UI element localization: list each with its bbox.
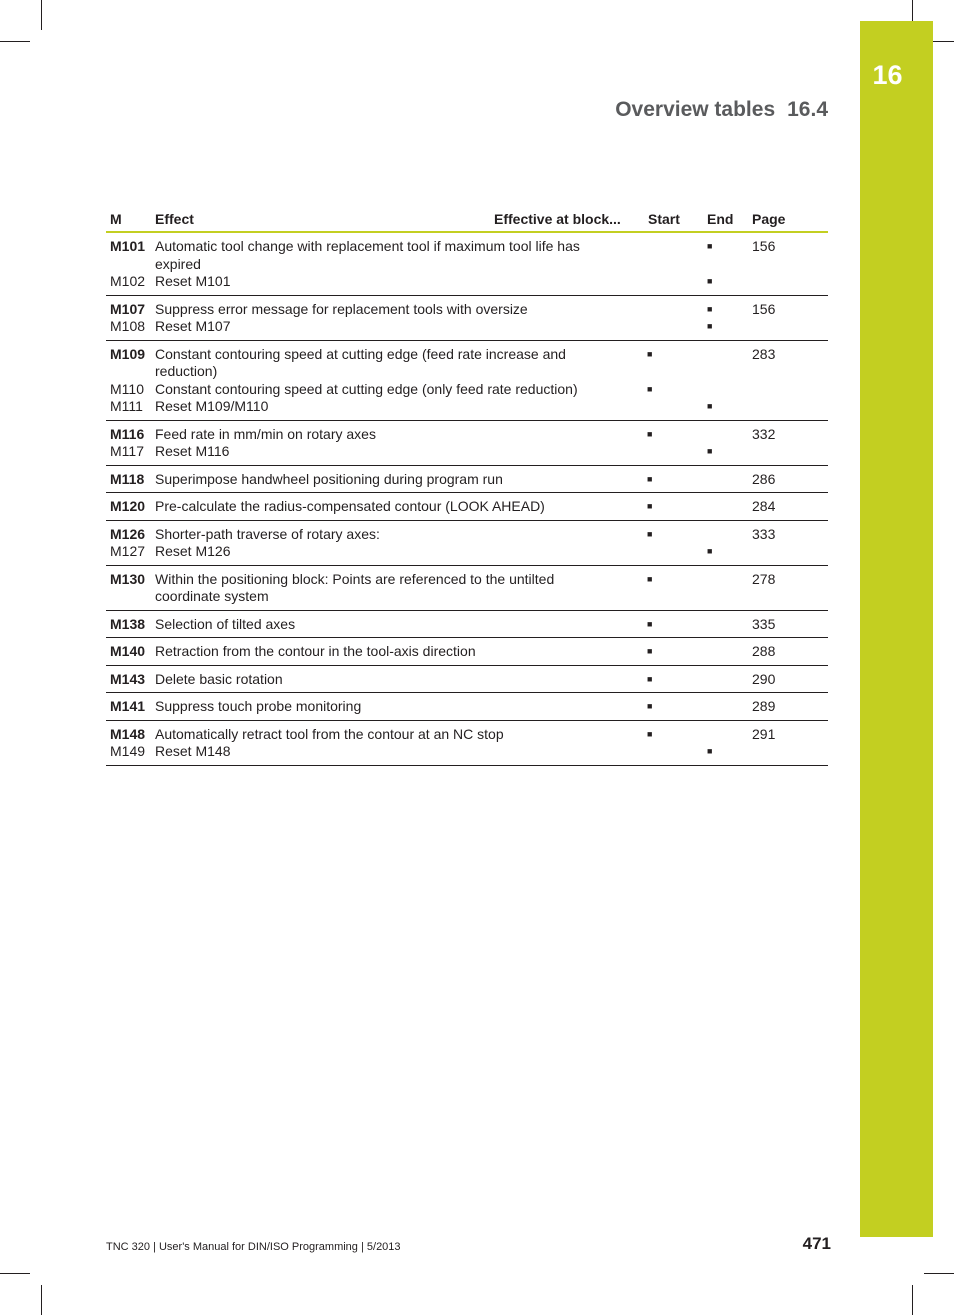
page-ref: 335 <box>752 615 776 632</box>
m-code: M126 <box>110 525 146 542</box>
m-function-line <box>106 398 828 416</box>
col-m: M <box>110 211 122 227</box>
effect-text: Reset M107 <box>155 318 231 334</box>
m-function-line <box>106 543 828 561</box>
page-ref: 278 <box>752 570 776 587</box>
page-ref: 283 <box>752 345 776 362</box>
start-marker: ■ <box>647 728 653 739</box>
effect-text: Reset M148 <box>155 743 231 759</box>
start-marker: ■ <box>647 573 653 584</box>
crop-mark <box>0 1273 30 1274</box>
m-function-line <box>106 238 828 273</box>
effect-text: Reset M126 <box>155 543 231 559</box>
effect-text: Delete basic rotation <box>155 670 283 687</box>
table-header <box>106 207 828 233</box>
table-row <box>106 666 828 694</box>
m-code: M108 <box>110 318 146 334</box>
page-ref: 156 <box>752 300 776 317</box>
m-code: M130 <box>110 570 146 587</box>
m-function-line <box>106 471 828 489</box>
chapter-number: 16 <box>872 60 903 90</box>
m-code: M148 <box>110 725 146 742</box>
m-function-line <box>106 346 828 381</box>
effect-text: Reset M101 <box>155 273 231 289</box>
m-function-line <box>106 726 828 744</box>
page-ref: 333 <box>752 525 776 542</box>
page-ref: 286 <box>752 470 776 487</box>
start-marker: ■ <box>647 428 653 439</box>
effect-text: Automatic tool change with replacement tool if maximum tool life has expired <box>155 238 580 272</box>
end-marker: ■ <box>707 303 713 314</box>
m-function-line <box>106 498 828 516</box>
m-function-line <box>106 426 828 444</box>
m-code: M107 <box>110 300 146 317</box>
effect-text: Reset M109/M110 <box>155 398 269 414</box>
table-row <box>106 521 828 566</box>
m-code: M109 <box>110 345 146 362</box>
start-marker: ■ <box>647 501 653 511</box>
effect-text: Selection of tilted axes <box>155 615 296 632</box>
start-marker: ■ <box>647 383 653 394</box>
effect-text: Within the positioning block: Points are referenced to the untilted coordinate system <box>155 570 555 604</box>
start-marker: ■ <box>647 528 653 539</box>
page-number: 471 <box>802 1234 831 1253</box>
effect-text: Superimpose handwheel positioning during program run <box>155 470 503 487</box>
table-body <box>106 233 828 766</box>
m-function-line <box>106 698 828 716</box>
end-marker: ■ <box>707 241 713 251</box>
start-marker: ■ <box>647 646 653 656</box>
col-end: End <box>707 211 734 227</box>
crop-mark <box>41 0 42 30</box>
effect-text: Feed rate in mm/min on rotary axes <box>155 425 376 442</box>
end-marker: ■ <box>707 401 713 411</box>
col-effective: Effective at block... <box>494 211 621 227</box>
m-function-line <box>106 743 828 761</box>
m-code: M127 <box>110 543 146 559</box>
end-marker: ■ <box>707 746 713 756</box>
page-ref: 284 <box>752 498 776 514</box>
m-code: M116 <box>110 425 145 442</box>
m-function-line <box>106 301 828 319</box>
start-marker: ■ <box>647 473 653 484</box>
table-row <box>106 421 828 466</box>
page-ref: 332 <box>752 425 776 442</box>
m-function-line <box>106 643 828 661</box>
crop-mark <box>924 1273 954 1274</box>
effect-text: Constant contouring speed at cutting edge (only feed rate reduction) <box>155 380 578 397</box>
m-code: M111 <box>110 398 143 414</box>
m-code: M101 <box>110 238 146 254</box>
m-code: M138 <box>110 615 146 632</box>
m-function-line <box>106 671 828 689</box>
start-marker: ■ <box>647 618 653 629</box>
start-marker: ■ <box>647 701 653 711</box>
crop-mark <box>912 0 913 22</box>
m-function-line <box>106 381 828 399</box>
section-title-text: Overview tables <box>615 98 776 121</box>
crop-mark <box>41 1285 42 1315</box>
table-row <box>106 493 828 521</box>
m-function-line <box>106 526 828 544</box>
start-marker: ■ <box>647 673 653 684</box>
table-row <box>106 611 828 639</box>
effect-text: Suppress error message for replacement tools with oversize <box>155 300 528 317</box>
m-code: M110 <box>110 380 144 397</box>
m-code: M102 <box>110 273 146 289</box>
m-function-line <box>106 318 828 336</box>
page-ref: 289 <box>752 698 776 714</box>
m-code: M117 <box>110 443 144 459</box>
m-function-table <box>106 207 828 766</box>
page-ref: 291 <box>752 725 776 742</box>
effect-text: Automatically retract tool from the contour at an NC stop <box>155 725 504 742</box>
table-row <box>106 296 828 341</box>
col-start: Start <box>648 211 680 227</box>
end-marker: ■ <box>707 321 713 331</box>
end-marker: ■ <box>707 446 713 456</box>
chapter-tab <box>860 21 933 1237</box>
m-code: M141 <box>110 698 146 714</box>
table-row <box>106 233 828 296</box>
effect-text: Constant contouring speed at cutting edge (feed rate increase and reduction) <box>155 345 566 379</box>
section-number: 16.4 <box>787 98 828 121</box>
footer-text: TNC 320 | User's Manual for DIN/ISO Programming | 5/2013 <box>106 1241 401 1253</box>
effect-text: Suppress touch probe monitoring <box>155 698 362 714</box>
m-code: M118 <box>110 470 145 487</box>
effect-text: Pre-calculate the radius-compensated contour (LOOK AHEAD) <box>155 498 545 514</box>
page-ref: 288 <box>752 643 776 659</box>
table-row <box>106 341 828 421</box>
m-function-line <box>106 616 828 634</box>
crop-mark <box>0 41 30 42</box>
end-marker: ■ <box>707 546 713 556</box>
end-marker: ■ <box>707 276 713 286</box>
table-row <box>106 721 828 766</box>
section-title <box>615 98 828 122</box>
table-row <box>106 693 828 721</box>
table-row <box>106 566 828 611</box>
m-function-line <box>106 443 828 461</box>
m-function-line <box>106 571 828 606</box>
col-effect: Effect <box>155 211 194 227</box>
start-marker: ■ <box>647 348 653 359</box>
table-row <box>106 466 828 494</box>
m-function-line <box>106 273 828 291</box>
page-ref: 156 <box>752 238 776 254</box>
effect-text: Reset M116 <box>155 443 230 459</box>
page-ref: 290 <box>752 670 776 687</box>
m-code: M120 <box>110 498 146 514</box>
effect-text: Shorter-path traverse of rotary axes: <box>155 525 380 542</box>
effect-text: Retraction from the contour in the tool-axis direction <box>155 643 476 659</box>
m-code: M143 <box>110 670 146 687</box>
m-code: M149 <box>110 743 146 759</box>
table-row <box>106 638 828 666</box>
col-page: Page <box>752 211 786 227</box>
crop-mark <box>912 1285 913 1315</box>
m-code: M140 <box>110 643 146 659</box>
